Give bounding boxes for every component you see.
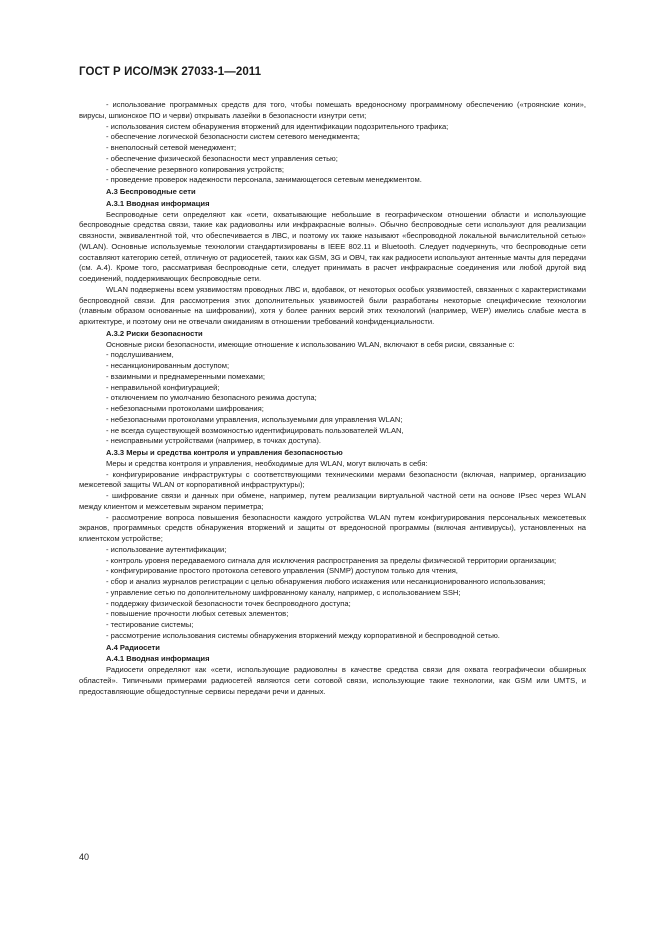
paragraph: Основные риски безопасности, имеющие отношение к использованию WLAN, включают в себя риски, связанные с: — [106, 339, 515, 349]
section-heading: А.3 Беспроводные сети — [106, 187, 196, 196]
section-heading: А.3.2 Риски безопасности — [106, 328, 203, 338]
paragraph: - отключением по умолчанию безопасного режима доступа; — [106, 393, 317, 403]
section-heading: А.3.1 Вводная информация — [106, 198, 210, 208]
paragraph: - неправильной конфигурацией; — [106, 382, 220, 392]
paragraph: - небезопасными протоколами шифрования; — [106, 404, 264, 413]
page-content — [79, 100, 586, 697]
paragraph: Меры и средства контроля и управления, необходимые для WLAN, могут включать в себя: — [106, 458, 428, 468]
paragraph: - проведение проверок надежности персонала, занимающегося сетевым менеджментом. — [106, 175, 422, 185]
paragraph: - неисправными устройствами (например, в точках доступа). — [106, 436, 321, 446]
paragraph: - обеспечение физической безопасности мест управления сетью; — [106, 153, 338, 163]
paragraph: Беспроводные сети определяют как «сети, охватывающие небольшие в географическом отношении области и использующие беспроводные средства связи, такие как радиоволны или инфракрасные волны». Обычно беспроводные сети используют для реализации связности, эквивалентной той, что обеспечивается в ЛВС, и поэтому их также называют «беспроводной локальной вычислительной сетью» (WLAN). Основные используемые технологии стандартизированы в IEEE 802.11 и Bluetooth. Следует подчеркнуть, что беспроводные сети составляют категорию сетей, отличную от радиосетей, таких как GSM, 3G и ОВЧ, так как радиосети используют антенные мачты для передачи (см. А.4). Кроме того, рассматривая беспроводные сети, следует принимать в расчет инфракрасные соединения или любой другой вид соединений, поддерживающих беспроводные сети. — [79, 209, 586, 283]
paragraph: - тестирование системы; — [106, 620, 194, 629]
paragraph: - взаимными и преднамеренными помехами; — [106, 371, 265, 381]
paragraph: - использование программных средств для того, чтобы помешать вредоносному программному обеспечению («троянские кони», вирусы, шпионское ПО и черви) открывать лазейки в безопасности изнутри сети; — [79, 100, 586, 120]
page-number: 40 — [79, 852, 90, 862]
paragraph: - использования систем обнаружения вторжений для идентификации подозрительного трафика; — [106, 121, 449, 131]
paragraph: - небезопасными протоколами управления, используемыми для управления WLAN; — [106, 414, 403, 424]
paragraph: - не всегда существующей возможностью идентифицировать пользователей WLAN, — [106, 425, 404, 435]
section-heading: А.4.1 Вводная информация — [106, 654, 210, 664]
paragraph: - рассмотрение вопроса повышения безопасности каждого устройства WLAN путем конфигурирования персональных межсетевых экранов, программных средств обнаружения вторжений и защиты от вредоносной программы (включая антивирусы), установленных на клиентском устройстве; — [79, 512, 586, 543]
paragraph: - рассмотрение использования системы обнаружения вторжений между корпоративной и беспроводной сетью. — [106, 630, 500, 640]
paragraph: - обеспечение логической безопасности систем сетевого менеджмента; — [106, 132, 360, 142]
paragraph: - поддержку физической безопасности точек беспроводного доступа; — [106, 598, 351, 608]
paragraph: - несанкционированным доступом; — [106, 361, 230, 370]
page-header: ГОСТ Р ИСО/МЭК 27033-1—2011 — [79, 66, 262, 78]
paragraph: - контроль уровня передаваемого сигнала для исключения распространения за пределы физической территории организации; — [106, 555, 557, 565]
paragraph: - подслушиванием, — [106, 350, 174, 360]
paragraph: - шифрование связи и данных при обмене, например, путем реализации виртуальной частной сети на основе IPsec через WLAN между клиентом и межсетевым экраном периметра; — [79, 491, 586, 511]
paragraph: WLAN подвержены всем уязвимостям проводных ЛВС и, вдобавок, от некоторых особых уязвимостей, связанных с характеристиками беспроводной связи. Для рассмотрения этих дополнительных уязвимостей были разработаны некоторые специфические технологии (главным образом основанные на шифровании), хотя у более ранних версий этих технологий (например, WEP) имелись слабые места в архитектуре, и поэтому они не отвечали ожиданиям в отношении требований конфиденциальности. — [79, 284, 586, 326]
paragraph: - использование аутентификации; — [106, 544, 227, 554]
paragraph: - внеполосный сетевой менеджмент; — [106, 143, 237, 152]
paragraph: - конфигурирование простого протокола сетевого управления (SNMP) доступом только для чтения, — [106, 566, 458, 576]
section-heading: А.4 Радиосети — [106, 642, 160, 652]
paragraph: Радиосети определяют как «сети, использующие радиоволны в качестве средства связи для охвата географически обширных областей». Типичными примерами радиосетей являются сети сотовой связи, использующие такие технологии, как GSM или UMTS, и предоставляющие общедоступные сервисы передачи речи и данных. — [79, 665, 586, 696]
paragraph: - повышение прочности любых сетевых элементов; — [106, 609, 289, 619]
paragraph: - обеспечение резервного копирования устройств; — [106, 164, 285, 174]
section-heading: А.3.3 Меры и средства контроля и управления безопасностью — [106, 448, 343, 457]
paragraph: - конфигурирование инфраструктуры с соответствующими техническими мерами безопасности (включая, например, организацию межсетевой защиты WLAN от корпоративной инфраструктуры); — [79, 469, 586, 490]
paragraph: - сбор и анализ журналов регистрации с целью обнаружения любого искажения или несанкционированного использования; — [106, 577, 546, 586]
paragraph: - управление сетью по дополнительному шифрованному каналу, например, с использованием SSH; — [106, 587, 461, 597]
